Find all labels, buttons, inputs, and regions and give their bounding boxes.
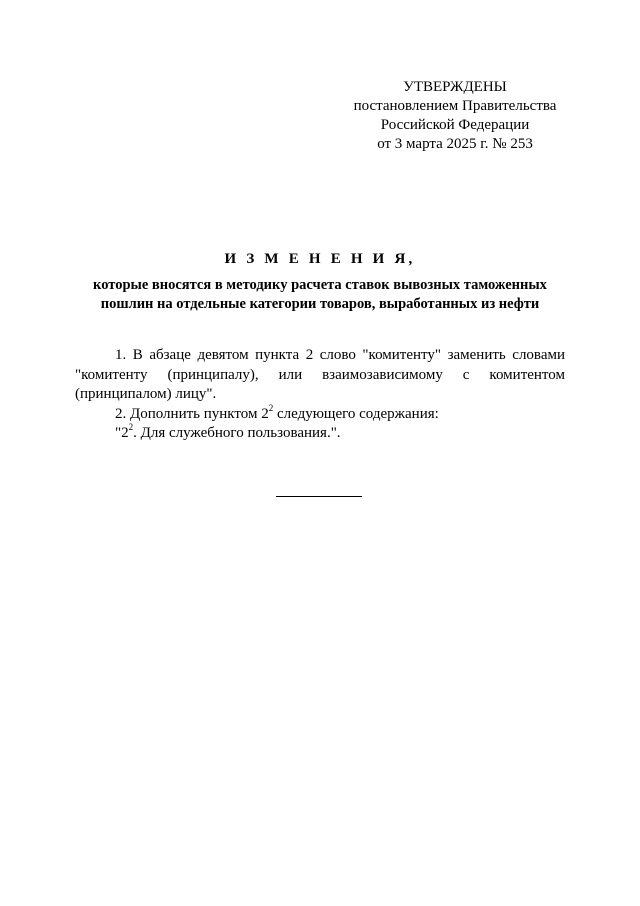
paragraph-item-3-text-b: . Для служебного пользования.".: [133, 425, 341, 441]
paragraph-item-1-line-1: 1. В абзаце девятом пункта 2 слово "комитенту" заменить словами: [115, 347, 565, 363]
approval-title: УТВЕРЖДЕНЫ: [403, 79, 507, 95]
document-subtitle-line-2: пошлин на отдельные категории товаров, выработанных из нефти: [100, 296, 540, 312]
paragraph-item-1: [75, 346, 565, 405]
end-of-document-rule: [276, 496, 362, 497]
paragraph-item-3-superscript: 2: [128, 422, 134, 432]
paragraph-item-2: [75, 402, 565, 425]
document-subtitle: [80, 276, 560, 314]
paragraph-item-2-text-a: 2. Дополнить пунктом 2: [115, 405, 269, 422]
paragraph-item-3: [75, 424, 565, 444]
approval-line-date-number: от 3 марта 2025 г. № 253: [377, 136, 533, 152]
paragraph-item-1-line-2: "комитенту (принципалу), или взаимозависимому с комитентом: [75, 366, 565, 383]
paragraph-item-3-text-a: "2: [115, 425, 129, 441]
document-subtitle-line-1: которые вносятся в методику расчета ставок вывозных таможенных: [93, 277, 547, 293]
approval-block: [330, 78, 580, 154]
approval-line-government: Российской Федерации: [380, 117, 530, 133]
approval-line-resolution: постановлением Правительства: [353, 98, 557, 114]
document-title: И З М Е Н Е Н И Я,: [224, 251, 416, 267]
document-body: [75, 346, 565, 444]
paragraph-item-1-line-3: (принципалом) лицу".: [75, 386, 217, 402]
paragraph-item-2-superscript: 2: [268, 402, 274, 413]
paragraph-item-2-text-b: следующего содержания:: [273, 405, 439, 422]
